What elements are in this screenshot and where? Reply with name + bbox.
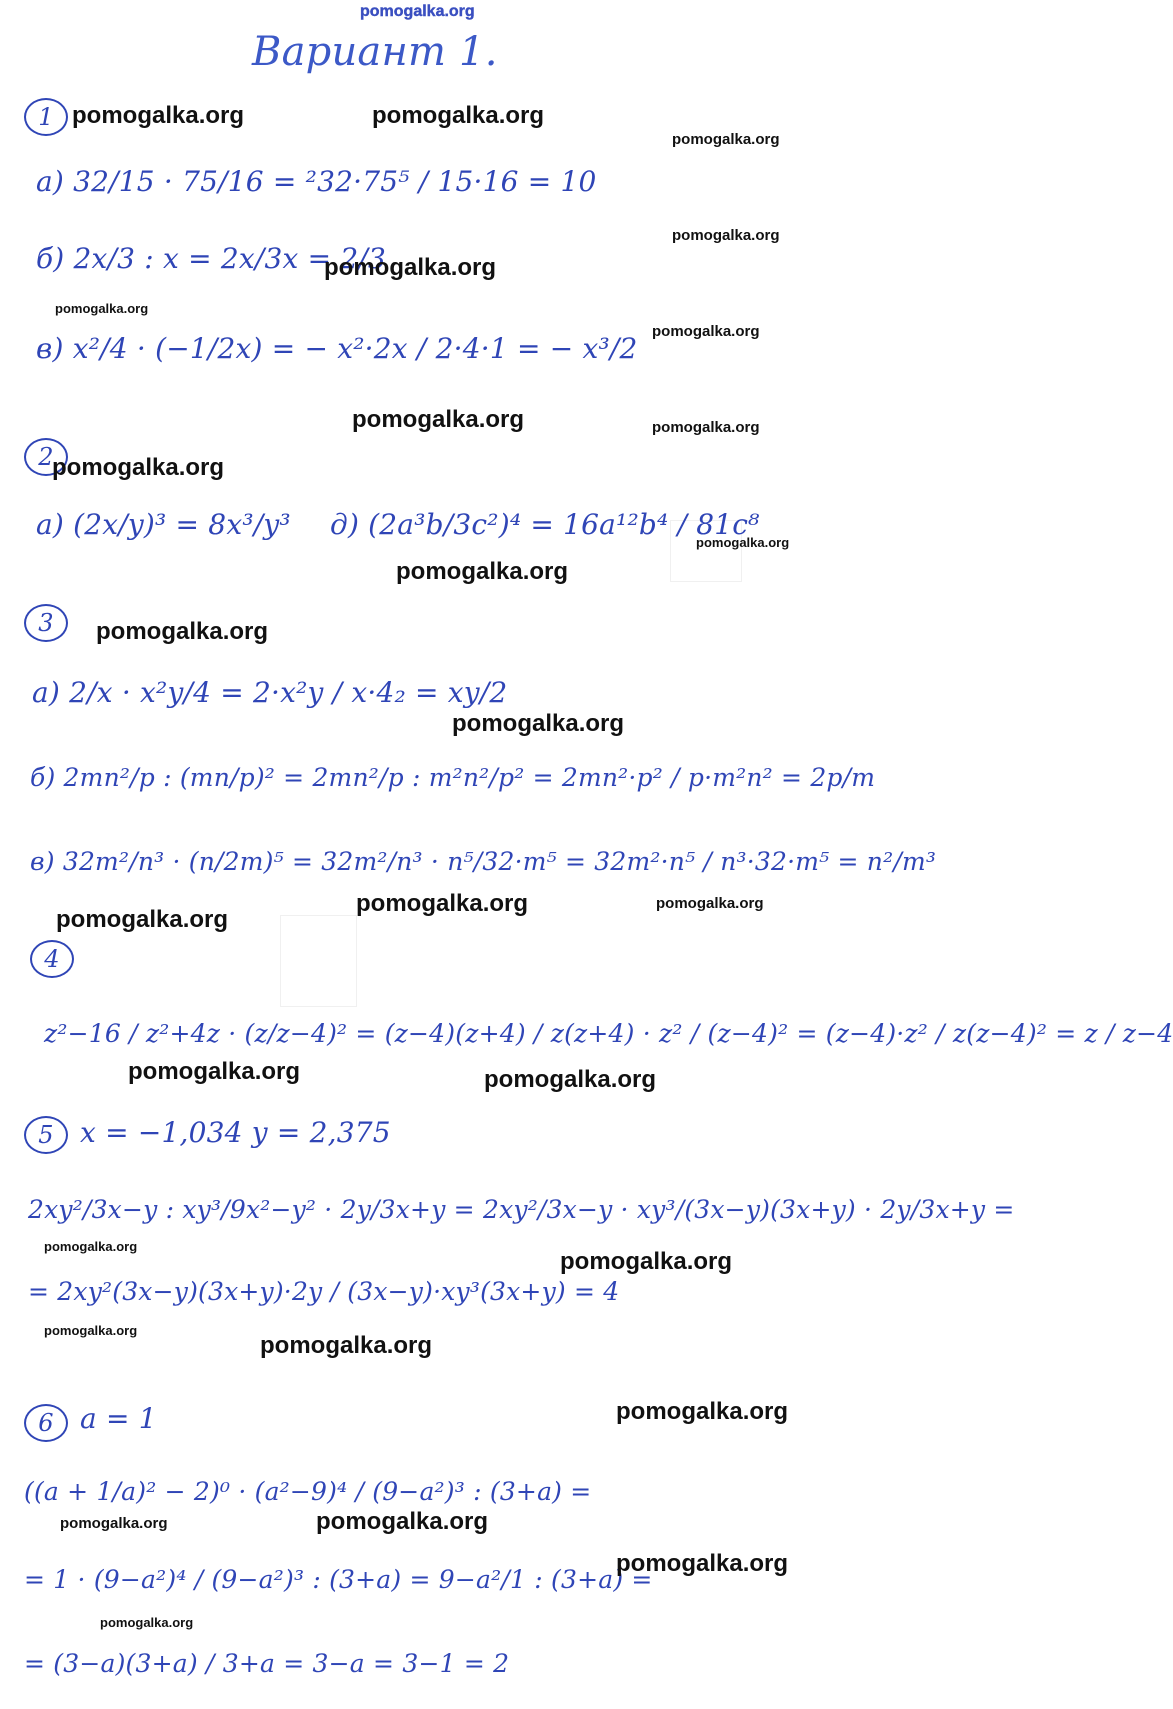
task-6-line-3: = (3−a)(3+a) / 3+a = 3−a = 3−1 = 2 [24,1649,510,1678]
task-5-line-1: 2xy²/3x−y : xy³/9x²−y² · 2y/3x+y = 2xy²/3x−y · xy³/(3x−y)(3x+y) · 2y/3x+y = [28,1195,1015,1224]
task-2-line-d: д) (2a³b/3c²)⁴ = 16a¹²b⁴ / 81c⁸ [330,508,760,541]
watermark: pomogalka.org [696,535,790,550]
watermark: pomogalka.org [56,906,229,933]
watermark: pomogalka.org [356,890,529,917]
task-6-given: a = 1 [80,1402,157,1435]
task-6-line-2: = 1 · (9−a²)⁴ / (9−a²)³ : (3+a) = 9−a²/1 : (3+a) = [24,1565,653,1594]
faint-background-grid [280,915,357,1007]
watermark: pomogalka.org [652,419,760,436]
task-number-2: 2 [24,438,68,476]
watermark: pomogalka.org [656,895,764,912]
task-3-line-b: б) 2mn²/p : (mn/p)² = 2mn²/p : m²n²/p² = 2mn²·p² / p·m²n² = 2p/m [30,763,876,792]
task-5-values: x = −1,034 y = 2,375 [80,1116,391,1149]
task-number-3: 3 [24,604,68,642]
watermark: pomogalka.org [52,454,225,481]
watermark: pomogalka.org [616,1550,789,1577]
watermark: pomogalka.org [55,301,149,316]
watermark: pomogalka.org [672,131,780,148]
watermark: pomogalka.org [72,102,245,129]
task-4-line: z²−16 / z²+4z · (z/z−4)² = (z−4)(z+4) / z(z+4) · z² / (z−4)² = (z−4)·z² / z(z−4)² = z / z−4 [44,1019,1173,1048]
watermark: pomogalka.org [96,618,269,645]
task-3-line-a: а) 2/x · x²y/4 = 2·x²y / x·4₂ = xy/2 [32,676,508,709]
watermark: pomogalka.org [100,1615,194,1630]
watermark: pomogalka.org [352,406,525,433]
watermark: pomogalka.org [652,323,760,340]
task-1-line-a: а) 32/15 · 75/16 = ²32·75⁵ / 15·16 = 10 [36,165,597,198]
watermark: pomogalka.org [560,1248,733,1275]
task-2-line-a: а) (2x/y)³ = 8x³/y³ [36,508,291,541]
task-number-5: 5 [24,1116,68,1154]
variant-title: Вариант 1. [252,29,498,75]
site-watermark-top: pomogalka.org [360,3,475,20]
task-6-line-1: ((a + 1/a)² − 2)⁰ · (a²−9)⁴ / (9−a²)³ : (3+a) = [24,1477,592,1506]
task-1-line-c: в) x²/4 · (−1/2x) = − x²·2x / 2·4·1 = − x³/2 [36,332,638,365]
task-number-1: 1 [24,98,68,136]
watermark: pomogalka.org [44,1239,138,1254]
task-number-4: 4 [30,940,74,978]
task-3-line-c: в) 32m²/n³ · (n/2m)⁵ = 32m²/n³ · n⁵/32·m⁵ = 32m²·n⁵ / n³·32·m⁵ = n²/m³ [30,847,937,876]
task-5-line-2: = 2xy²(3x−y)(3x+y)·2y / (3x−y)·xy³(3x+y) = 4 [28,1277,620,1306]
watermark: pomogalka.org [484,1066,657,1093]
watermark: pomogalka.org [616,1398,789,1425]
watermark: pomogalka.org [396,558,569,585]
watermark: pomogalka.org [260,1332,433,1359]
watermark: pomogalka.org [452,710,625,737]
watermark: pomogalka.org [44,1323,138,1338]
watermark: pomogalka.org [316,1508,489,1535]
watermark: pomogalka.org [324,254,497,281]
task-number-6: 6 [24,1404,68,1442]
watermark: pomogalka.org [372,102,545,129]
watermark: pomogalka.org [60,1515,168,1532]
task-1-line-b: б) 2x/3 : x = 2x/3x = 2/3 [36,242,387,275]
watermark: pomogalka.org [128,1058,301,1085]
watermark: pomogalka.org [672,227,780,244]
